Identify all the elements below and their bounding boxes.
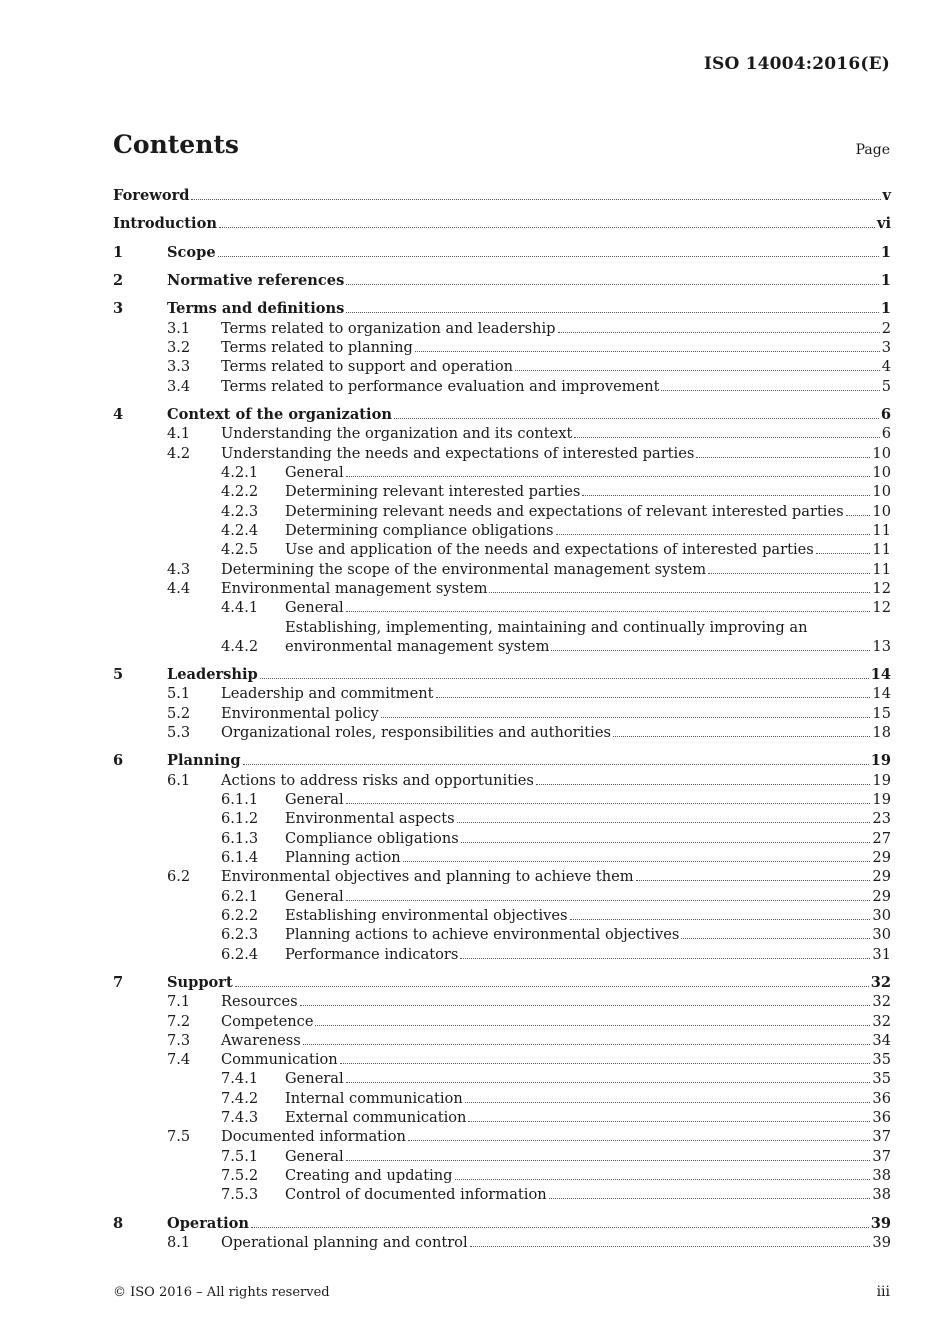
toc-entry[interactable] (113, 502, 891, 522)
toc-entry-page: 23 (872, 810, 891, 827)
toc-entry[interactable] (113, 1127, 891, 1147)
toc-entry-title: Establishing, implementing, maintaining and continually improving an (285, 619, 808, 636)
toc-entry-number: 6.1.2 (221, 810, 259, 827)
toc-entry[interactable] (113, 243, 891, 263)
toc-entry-number: 3.1 (167, 320, 191, 337)
toc-entry-number: 4.2.4 (221, 522, 259, 539)
toc-leader-dots (613, 735, 870, 737)
toc-entry[interactable] (113, 579, 891, 599)
toc-entry-title: General (285, 791, 344, 808)
toc-leader-dots (549, 1197, 871, 1199)
toc-entry-number: 4.4 (167, 580, 191, 597)
toc-leader-dots (570, 918, 871, 920)
toc-entry-title: Environmental aspects (285, 810, 455, 827)
toc-entry-number: 7.4.3 (221, 1109, 259, 1126)
copyright-notice: © ISO 2016 – All rights reserved (113, 1285, 330, 1300)
toc-entry-page: 35 (872, 1070, 891, 1087)
toc-entry-title: Performance indicators (285, 946, 459, 963)
toc-leader-dots (551, 649, 870, 651)
toc-leader-dots (408, 1139, 871, 1141)
toc-leader-dots (696, 456, 870, 458)
toc-leader-dots (260, 677, 869, 679)
toc-entry[interactable] (113, 771, 891, 791)
toc-entry[interactable] (113, 684, 891, 704)
toc-entry-page: 3 (881, 339, 891, 356)
toc-entry-number: 4.1 (167, 425, 191, 442)
toc-leader-dots (846, 514, 871, 516)
toc-leader-dots (574, 436, 879, 438)
toc-entry-title: Planning (167, 752, 241, 769)
toc-entry-title: Determining compliance obligations (285, 522, 554, 539)
toc-entry[interactable] (113, 186, 891, 206)
toc-entry-number: 4 (113, 406, 124, 423)
toc-entry-page: 1 (880, 300, 891, 317)
toc-entry-number: 6.2.1 (221, 888, 259, 905)
toc-entry-title: Control of documented information (285, 1186, 547, 1203)
toc-entry-number: 7.4.2 (221, 1090, 259, 1107)
toc-entry-title: Determining relevant needs and expectations of relevant interested parties (285, 503, 844, 520)
toc-entry-number: 1 (113, 244, 124, 261)
toc-entry[interactable] (113, 665, 891, 685)
toc-entry-number: 7 (113, 974, 124, 991)
toc-leader-dots (346, 899, 871, 901)
toc-leader-dots (394, 417, 879, 419)
toc-entry-page: 37 (872, 1128, 891, 1145)
toc-entry-page: 32 (870, 974, 891, 991)
toc-entry-page: 1 (880, 272, 891, 289)
toc-leader-dots (219, 226, 875, 228)
document-id: ISO 14004:2016(E) (703, 54, 890, 74)
toc-entry[interactable] (113, 444, 891, 464)
toc-leader-dots (346, 802, 871, 804)
toc-entry-page: 13 (872, 638, 891, 655)
toc-leader-dots (468, 1120, 870, 1122)
toc-entry-title: General (285, 599, 344, 616)
toc-entry[interactable] (113, 482, 891, 502)
toc-entry-page: 5 (881, 378, 891, 395)
toc-entry-page: 4 (881, 358, 891, 375)
toc-entry-title: Environmental management system (221, 580, 488, 597)
toc-entry-page: 19 (872, 791, 891, 808)
toc-entry-title: Leadership and commitment (221, 685, 434, 702)
toc-entry-title: Context of the organization (167, 406, 392, 423)
toc-entry-title: Compliance obligations (285, 830, 459, 847)
toc-entry-title: Communication (221, 1051, 338, 1068)
toc-entry-page: 14 (872, 685, 891, 702)
toc-entry-title: Documented information (221, 1128, 406, 1145)
toc-entry[interactable] (113, 704, 891, 724)
toc-entry-page: 36 (872, 1109, 891, 1126)
toc-entry-number: 8.1 (167, 1234, 191, 1251)
toc-entry-title: Determining the scope of the environmental management system (221, 561, 707, 578)
toc-leader-dots (303, 1043, 871, 1045)
toc-entry-page: 19 (870, 752, 891, 769)
toc-entry-title: External communication (285, 1109, 467, 1126)
toc-leader-dots (489, 591, 870, 593)
toc-entry-page: 38 (872, 1186, 891, 1203)
toc-entry-number: 7.5 (167, 1128, 191, 1145)
toc-entry[interactable] (113, 405, 891, 425)
toc-entry-number: 7.5.2 (221, 1167, 259, 1184)
toc-entry-number: 6.1.1 (221, 791, 259, 808)
toc-entry-page: 39 (870, 1215, 891, 1232)
toc-entry[interactable] (113, 271, 891, 291)
toc-entry-number: 2 (113, 272, 124, 289)
toc-entry-number: 6.2 (167, 868, 191, 885)
toc-entry[interactable] (113, 1185, 891, 1205)
toc-entry-page: 37 (872, 1148, 891, 1165)
toc-entry-title: Normative references (167, 272, 345, 289)
toc-entry-number: 3.4 (167, 378, 191, 395)
toc-entry-number: 6.1.3 (221, 830, 259, 847)
toc-entry-title: Scope (167, 244, 216, 261)
toc-entry-title: Planning actions to achieve environmental objectives (285, 926, 680, 943)
toc-leader-dots (582, 494, 870, 496)
toc-entry[interactable] (113, 809, 891, 829)
toc-entry[interactable] (113, 1233, 891, 1253)
toc-entry-number: 4.2.2 (221, 483, 259, 500)
toc-entry[interactable] (113, 463, 891, 483)
toc-entry-title: Foreword (113, 187, 190, 204)
toc-entry[interactable] (113, 906, 891, 926)
toc-entry-title: Resources (221, 993, 298, 1010)
toc-entry-title: Support (167, 974, 233, 991)
page-number: iii (876, 1284, 890, 1300)
toc-entry-page: 12 (872, 580, 891, 597)
toc-entry[interactable] (113, 867, 891, 887)
toc-entry-title: Determining relevant interested parties (285, 483, 581, 500)
toc-entry-page: 15 (872, 705, 891, 722)
toc-entry[interactable] (113, 214, 891, 234)
toc-entry-number: 4.2.3 (221, 503, 259, 520)
toc-entry-number: 7.2 (167, 1013, 191, 1030)
toc-leader-dots (816, 552, 871, 554)
toc-entry[interactable] (113, 1069, 891, 1089)
toc-leader-dots (381, 716, 871, 718)
toc-entry-title: General (285, 888, 344, 905)
toc-entry-page: 10 (872, 464, 891, 481)
toc-entry[interactable] (113, 1214, 891, 1234)
toc-entry[interactable] (113, 1050, 891, 1070)
toc-entry-page: 32 (872, 993, 891, 1010)
toc-entry-number: 6.1 (167, 772, 191, 789)
toc-entry-title: Understanding the organization and its context (221, 425, 573, 442)
toc-leader-dots (461, 841, 871, 843)
toc-entry-number: 5 (113, 666, 124, 683)
toc-leader-dots (556, 533, 871, 535)
toc-entry-number: 4.4.1 (221, 599, 259, 616)
toc-entry-title: Operation (167, 1215, 249, 1232)
toc-entry[interactable] (113, 377, 891, 397)
toc-entry-number: 4.4.2 (221, 638, 259, 655)
toc-entry-number: 7.3 (167, 1032, 191, 1049)
toc-leader-dots (300, 1004, 871, 1006)
toc-entry-title: Leadership (167, 666, 258, 683)
toc-entry-number: 6.2.3 (221, 926, 259, 943)
toc-leader-dots (346, 475, 871, 477)
toc-entry-page: 1 (880, 244, 891, 261)
toc-leader-dots (415, 350, 880, 352)
toc-leader-dots (536, 783, 871, 785)
toc-entry-number: 3.2 (167, 339, 191, 356)
toc-entry[interactable] (113, 319, 891, 339)
toc-entry-number: 6.2.4 (221, 946, 259, 963)
toc-entry-title: Terms related to support and operation (221, 358, 514, 375)
toc-entry-page: 11 (872, 522, 891, 539)
toc-entry-number: 5.1 (167, 685, 191, 702)
toc-entry[interactable] (113, 945, 891, 965)
toc-entry-page: 36 (872, 1090, 891, 1107)
toc-entry-title: Terms related to performance evaluation and improvement (221, 378, 660, 395)
toc-entry[interactable] (113, 299, 891, 319)
toc-entry-title: Terms related to planning (221, 339, 413, 356)
toc-entry-number: 7.1 (167, 993, 191, 1010)
toc-entry-page: 14 (870, 666, 891, 683)
toc-entry-page: 30 (872, 926, 891, 943)
toc-entry-page: 29 (872, 888, 891, 905)
toc-entry[interactable] (113, 598, 891, 618)
toc-leader-dots (515, 369, 880, 371)
toc-entry-title: General (285, 1070, 344, 1087)
toc-entry-number: 3.3 (167, 358, 191, 375)
toc-leader-dots (661, 389, 879, 391)
toc-entry-title: General (285, 464, 344, 481)
toc-entry-title: Internal communication (285, 1090, 463, 1107)
toc-entry-title: Planning action (285, 849, 401, 866)
toc-entry-title: Operational planning and control (221, 1234, 468, 1251)
toc-entry-title: Use and application of the needs and expectations of interested parties (285, 541, 814, 558)
toc-entry-page: 10 (872, 445, 891, 462)
toc-leader-dots (457, 821, 871, 823)
toc-entry-page: 27 (872, 830, 891, 847)
toc-leader-dots (436, 696, 871, 698)
toc-entry[interactable] (113, 1089, 891, 1109)
toc-entry[interactable] (113, 1166, 891, 1186)
toc-entry-page: 11 (872, 541, 891, 558)
toc-entry-number: 8 (113, 1215, 124, 1232)
toc-entry-number: 7.4 (167, 1051, 191, 1068)
toc-entry[interactable] (113, 723, 891, 743)
toc-leader-dots (403, 860, 871, 862)
toc-entry[interactable] (113, 992, 891, 1012)
toc-entry-page: 30 (872, 907, 891, 924)
toc-entry-page: 29 (872, 868, 891, 885)
toc-entry-title: Terms related to organization and leadership (221, 320, 556, 337)
toc-entry-number: 5.2 (167, 705, 191, 722)
toc-entry[interactable] (113, 618, 891, 656)
toc-entry-page: 11 (872, 561, 891, 578)
toc-entry[interactable] (113, 848, 891, 868)
toc-leader-dots (346, 283, 879, 285)
page-column-label: Page (855, 142, 890, 158)
toc-entry[interactable] (113, 424, 891, 444)
toc-leader-dots (460, 957, 870, 959)
toc-leader-dots (251, 1226, 869, 1228)
toc-entry-page: 29 (872, 849, 891, 866)
toc-entry-page: 35 (872, 1051, 891, 1068)
toc-entry[interactable] (113, 540, 891, 560)
toc-entry[interactable] (113, 925, 891, 945)
toc-entry-page: 10 (872, 503, 891, 520)
toc-entry-number: 4.3 (167, 561, 191, 578)
toc-leader-dots (681, 937, 870, 939)
toc-entry[interactable] (113, 751, 891, 771)
toc-entry-number: 7.4.1 (221, 1070, 259, 1087)
toc-entry[interactable] (113, 1012, 891, 1032)
toc-entry-page: 10 (872, 483, 891, 500)
toc-leader-dots (346, 1159, 871, 1161)
toc-entry-number: 6 (113, 752, 124, 769)
toc-entry-title: Establishing environmental objectives (285, 907, 568, 924)
toc-entry-title: General (285, 1148, 344, 1165)
toc-entry-number: 7.5.3 (221, 1186, 259, 1203)
toc-entry[interactable] (113, 338, 891, 358)
toc-entry-title: Terms and definitions (167, 300, 345, 317)
toc-entry[interactable] (113, 560, 891, 580)
toc-entry-title: Introduction (113, 215, 217, 232)
toc-entry-page: 2 (881, 320, 891, 337)
toc-entry-number: 6.2.2 (221, 907, 259, 924)
toc-entry-title: Understanding the needs and expectations of interested parties (221, 445, 695, 462)
toc-entry[interactable] (113, 521, 891, 541)
toc-leader-dots (558, 331, 880, 333)
toc-entry-page: 31 (872, 946, 891, 963)
toc-entry-number: 4.2 (167, 445, 191, 462)
toc-entry[interactable] (113, 1147, 891, 1167)
toc-entry[interactable] (113, 1031, 891, 1051)
page-title: Contents (113, 130, 240, 159)
toc-entry-title: Environmental policy (221, 705, 379, 722)
toc-entry[interactable] (113, 887, 891, 907)
toc-entry-number: 5.3 (167, 724, 191, 741)
toc-entry[interactable] (113, 829, 891, 849)
toc-entry-page: 32 (872, 1013, 891, 1030)
toc-entry[interactable] (113, 790, 891, 810)
toc-leader-dots (218, 255, 879, 257)
toc-entry-title: Organizational roles, responsibilities and authorities (221, 724, 611, 741)
toc-leader-dots (470, 1245, 871, 1247)
toc-entry-page: 12 (872, 599, 891, 616)
toc-leader-dots (636, 879, 871, 881)
toc-entry-page: 39 (872, 1234, 891, 1251)
toc-leader-dots (340, 1062, 871, 1064)
toc-entry-title-continued: environmental management system (285, 638, 550, 655)
toc-entry-number: 4.2.1 (221, 464, 259, 481)
toc-entry-number: 3 (113, 300, 124, 317)
toc-leader-dots (315, 1024, 870, 1026)
toc-entry-title: Environmental objectives and planning to achieve them (221, 868, 634, 885)
toc-leader-dots (235, 985, 869, 987)
toc-entry[interactable] (113, 357, 891, 377)
toc-entry-title: Competence (221, 1013, 314, 1030)
toc-leader-dots (708, 572, 870, 574)
toc-leader-dots (455, 1178, 871, 1180)
toc-entry-page: 38 (872, 1167, 891, 1184)
toc-entry-page: 6 (881, 425, 891, 442)
toc-entry-page: 34 (872, 1032, 891, 1049)
toc-entry-title: Creating and updating (285, 1167, 453, 1184)
toc-leader-dots (346, 1081, 871, 1083)
toc-entry-page: vi (876, 215, 891, 232)
toc-entry-number: 6.1.4 (221, 849, 259, 866)
toc-entry-page: 18 (872, 724, 891, 741)
toc-entry-title: Awareness (221, 1032, 301, 1049)
toc-leader-dots (465, 1101, 871, 1103)
toc-entry-page: v (882, 187, 891, 204)
toc-entry-number: 4.2.5 (221, 541, 259, 558)
toc-entry-number: 7.5.1 (221, 1148, 259, 1165)
toc-entry[interactable] (113, 973, 891, 993)
toc-entry-page: 6 (880, 406, 891, 423)
toc-leader-dots (243, 763, 869, 765)
toc-leader-dots (346, 610, 871, 612)
toc-entry[interactable] (113, 1108, 891, 1128)
toc-leader-dots (346, 311, 878, 313)
toc-leader-dots (191, 198, 880, 200)
toc-entry-title: Actions to address risks and opportunities (221, 772, 534, 789)
toc-entry-page: 19 (872, 772, 891, 789)
